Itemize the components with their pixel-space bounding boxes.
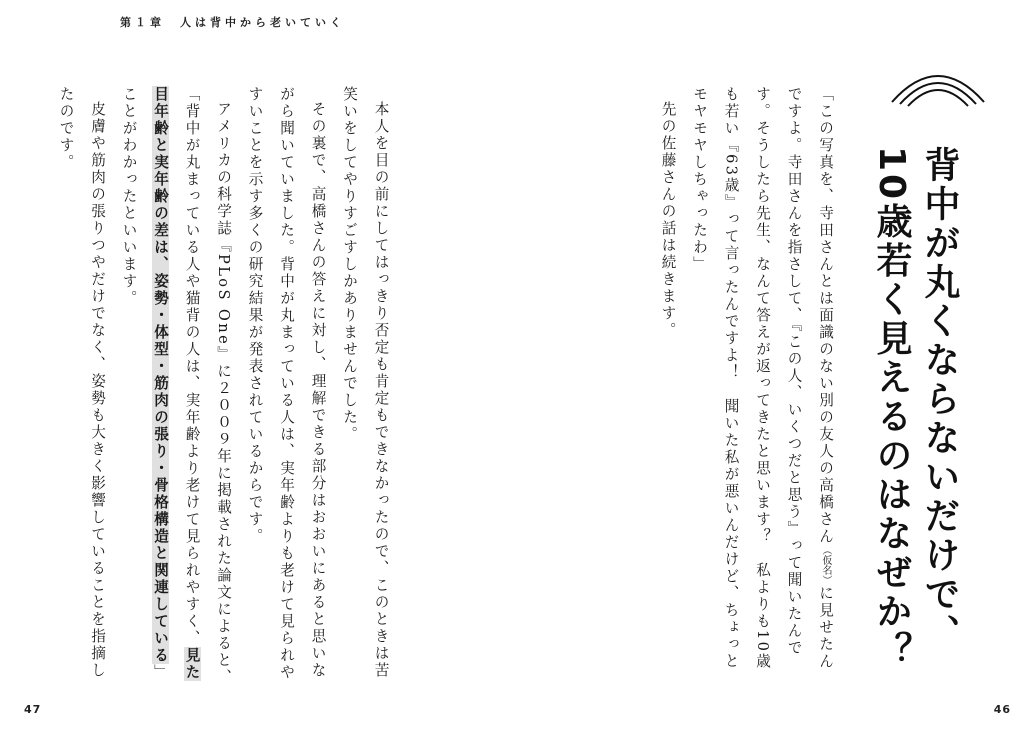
paragraph-3: アメリカの科学誌『PLoS One』に２００９年に掲載された論文によると、「背中が丸まっている人や猫背の人は、実年齢より老けて見られやすく、見た目年齢と実年齢の差は、姿勢・体型・筋肉の張り・骨格構造と関連している」ことがわかったといいます。 xyxy=(120,86,232,686)
paragraph-4: 皮膚や筋肉の張りつやだけでなく、姿勢も大きく影響していることを指摘したのです。 xyxy=(57,86,106,679)
left-page-body xyxy=(50,86,397,686)
right-page-body xyxy=(621,86,842,686)
paragraph-2: その裏で、高橋さんの答えに対し、理解できる部分はおおいにあると思いながら聞いていました。背中が丸まっている人は、実年齢よりも老けて見られやすいことを示す多くの研究結果が発表されているからです。 xyxy=(246,86,327,681)
section-heading-line-2: 10歳若く見えるのはなぜか？ xyxy=(871,146,912,671)
highlighted-finding: 見た目年齢と実年齢の差は、姿勢・体型・筋肉の張り・骨格構造と関連している xyxy=(152,86,201,681)
paragraph-quote: 「この写真を、寺田さんとは面識のない別の友人の高橋さん（仮名）に見せたんですよ。寺田さんを指さして、『この人、いくつだと思う』って聞いたんです。そうしたら先生、なんて答えが返ってきたと思います？ 私よりも10歳も若い『63歳』って言ったんですよ！ 聞いた私が悪いんだけど、ちょっとモヤモヤしちゃったわ」 xyxy=(691,86,834,671)
paragraph-1: 本人を目の前にしてはっきり否定も肯定もできなかったので、このときは苦笑いをしてやりすごすしかありませんでした。 xyxy=(341,86,390,679)
annotation-small: （仮名） xyxy=(820,545,831,585)
section-heading-line-1: 背中が丸くならないだけで、 xyxy=(919,146,960,653)
page-number-right: 46 xyxy=(993,703,1011,716)
section-heading xyxy=(867,146,963,671)
decorative-arc-icon xyxy=(888,58,988,108)
paragraph-continue: 先の佐藤さんの話は続きます。 xyxy=(659,100,677,339)
running-head: 第１章 人は背中から老いていく xyxy=(120,16,345,29)
page-number-left: 47 xyxy=(24,703,42,716)
